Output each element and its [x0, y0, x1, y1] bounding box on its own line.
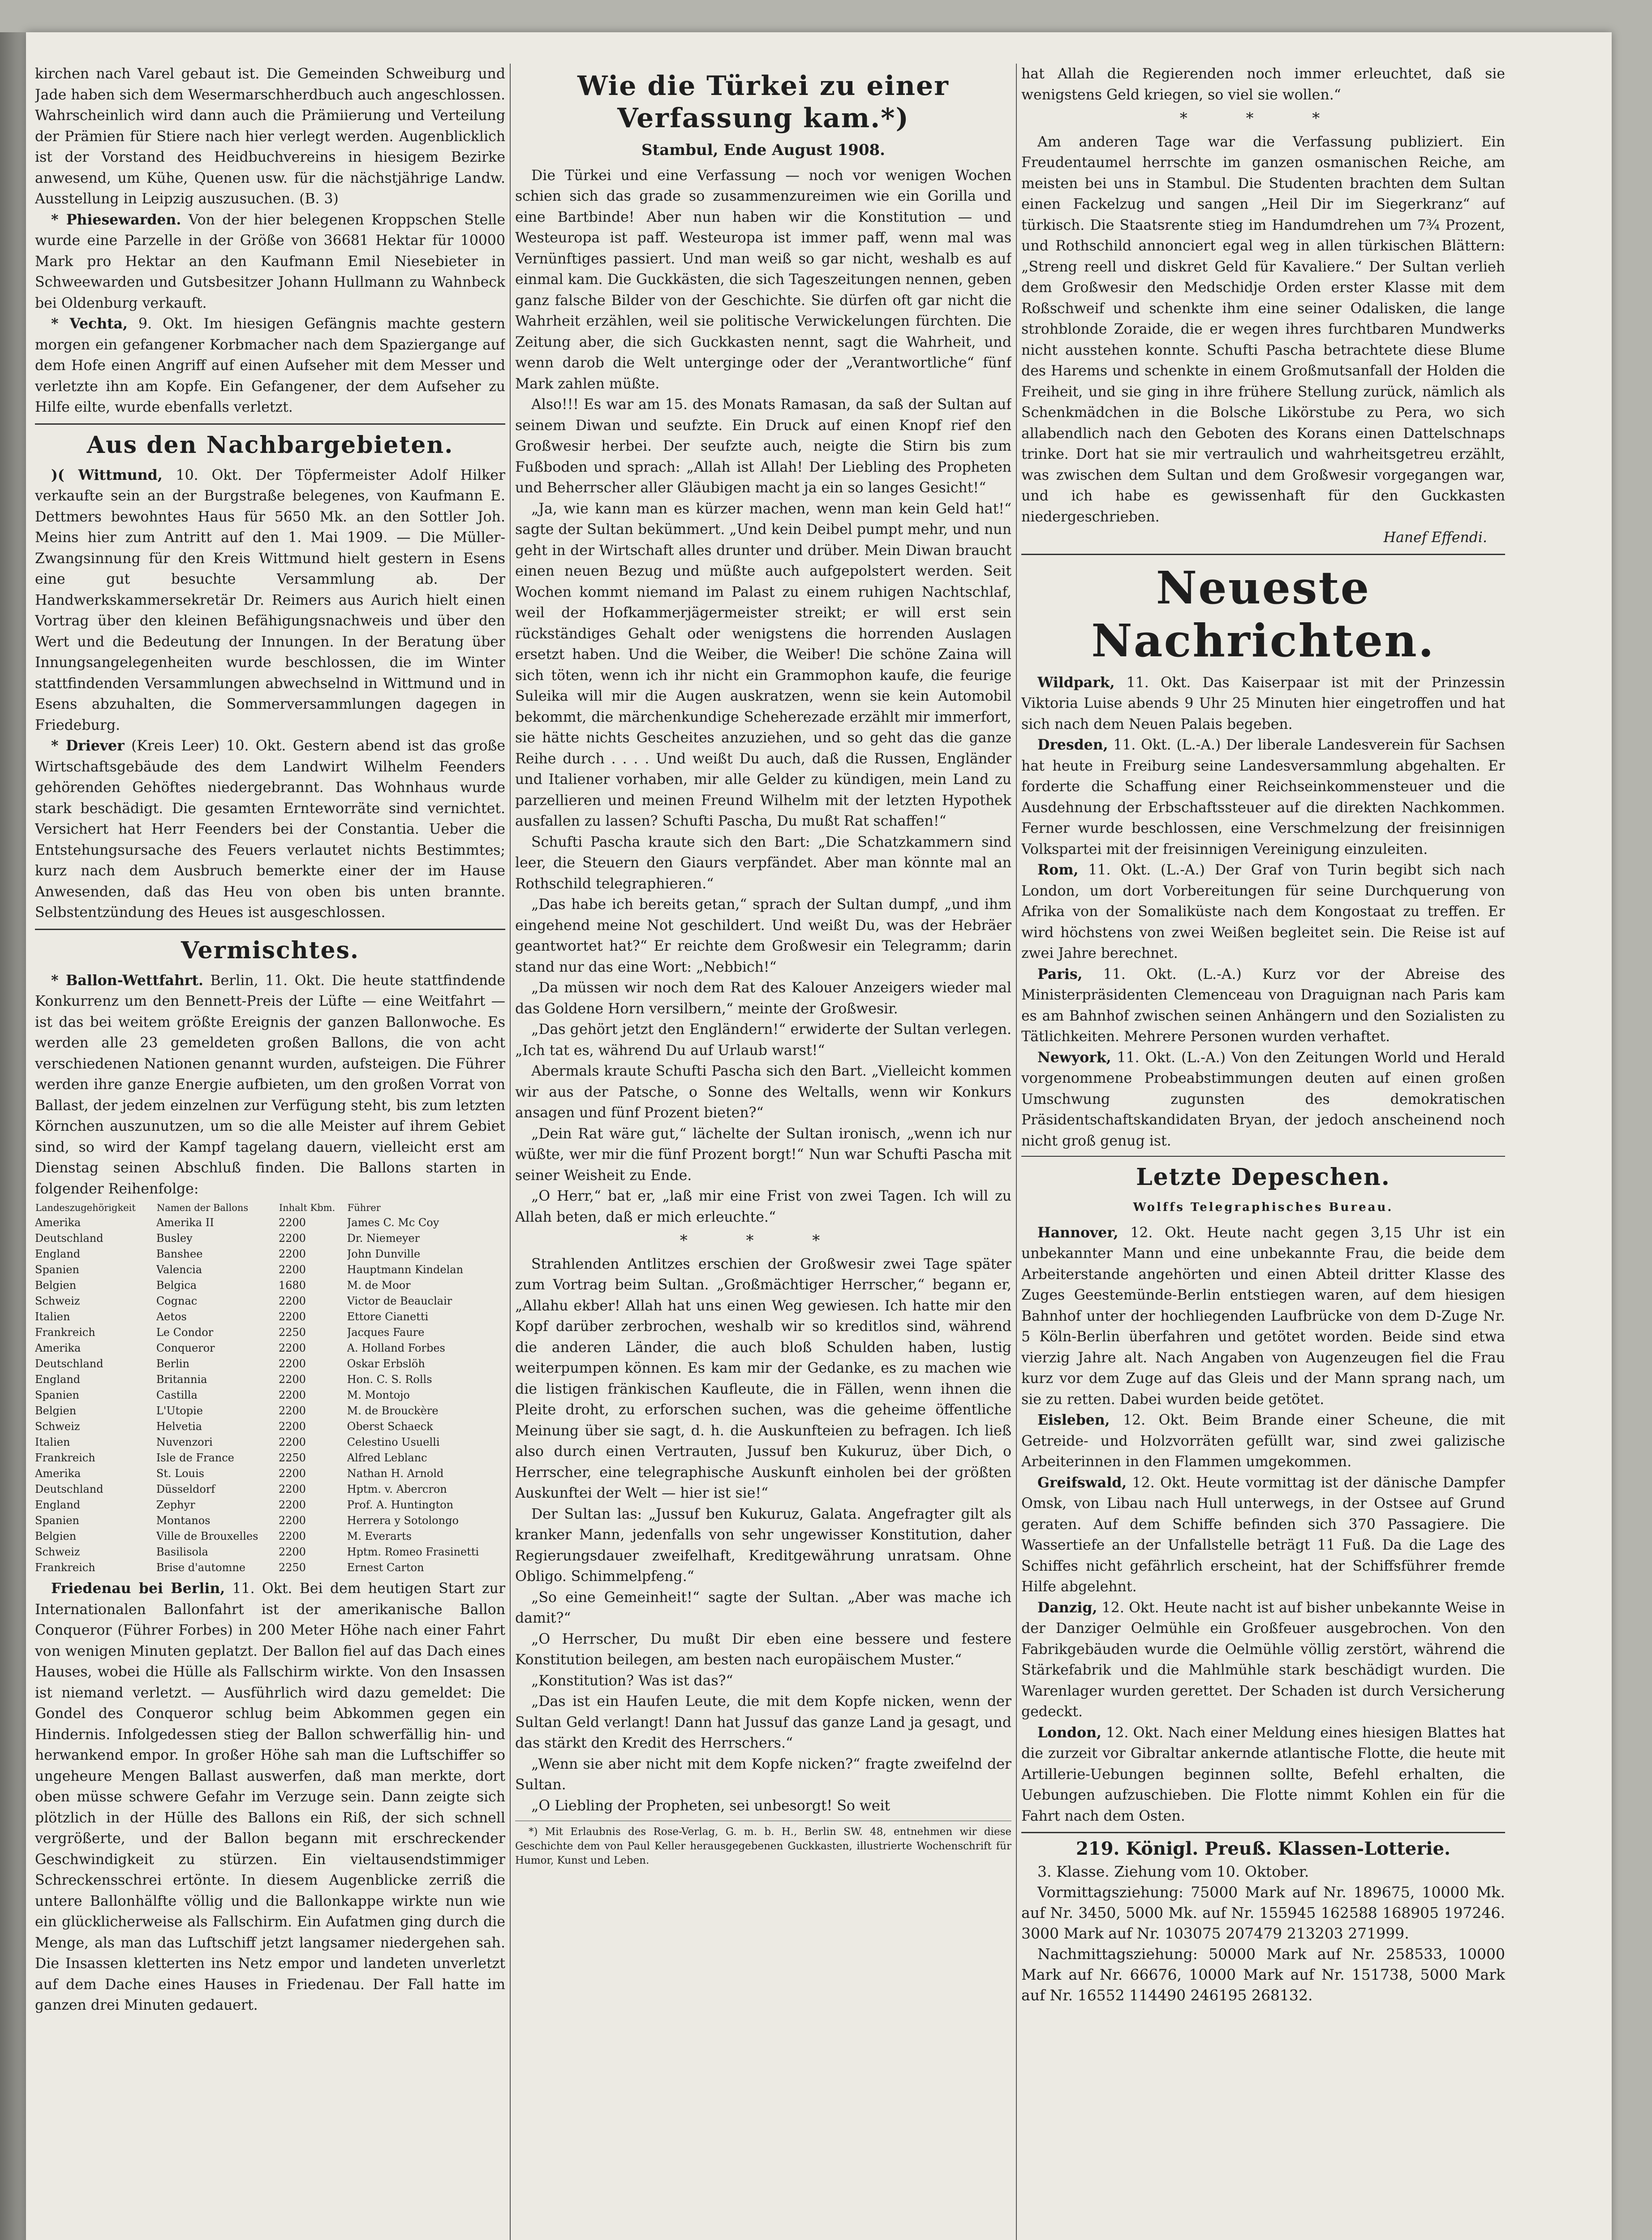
table-cell: Victor de Beauclair — [347, 1295, 452, 1307]
article-title: * Ballon-Wettfahrt. — [51, 972, 203, 989]
table-cell: Britannia — [156, 1373, 207, 1386]
table-cell: Amerika — [35, 1216, 81, 1229]
table-cell: James C. Mc Coy — [347, 1216, 439, 1229]
table-cell: Amerika — [35, 1342, 81, 1354]
table-header: Landeszugehörigkeit — [35, 1202, 136, 1213]
table-cell: M. Montojo — [347, 1389, 410, 1401]
table-cell: Zephyr — [156, 1499, 195, 1511]
table-cell: Amerika — [35, 1467, 81, 1480]
lottery-afternoon-draw: Nachmittagsziehung: 50000 Mark auf Nr. 258533, 10000 Mark auf Nr. 66676, 10000 Mark auf Nr. 151738, 5000 Mark auf Nr. 16552 114490 246195 268132. — [1021, 1945, 1505, 2004]
table-cell: Schweiz — [35, 1420, 80, 1433]
table-cell: Spanien — [35, 1514, 79, 1527]
table-cell: Cognac — [156, 1295, 198, 1307]
place-name: * Driever — [51, 737, 125, 754]
table-cell: M. de Brouckère — [347, 1404, 439, 1417]
table-row — [35, 1262, 505, 1278]
table-cell: Oskar Erbslöh — [347, 1357, 425, 1370]
section-heading: Vermischtes. — [181, 936, 360, 964]
section-divider — [1021, 1156, 1505, 1157]
article-text — [35, 210, 505, 314]
table-cell: A. Holland Forbes — [347, 1342, 445, 1354]
article-body — [515, 165, 1011, 1228]
article-text — [35, 736, 505, 923]
table-cell: 2200 — [278, 1546, 306, 1558]
table-cell: Brise d'automne — [156, 1561, 245, 1574]
news-list — [1021, 672, 1505, 1152]
table-cell: Banshee — [156, 1248, 203, 1260]
place-name: * Vechta, — [51, 315, 128, 332]
article-headline: Wie die Türkei zu einer Verfassung kam.*) — [577, 70, 949, 134]
table-cell: Conqueror — [156, 1342, 215, 1354]
lottery-title: 219. Königl. Preuß. Klassen-Lotterie. — [1076, 1838, 1451, 1859]
article-paragraph: „O Herr,“ bat er, „laß mir eine Frist von zwei Tagen. Ich will zu Allah beten, daß er mich erleuchte.“ — [515, 1188, 1011, 1225]
table-cell: Alfred Leblanc — [347, 1452, 427, 1464]
table-row — [35, 1293, 505, 1309]
news-text: 11. Okt. Das Kaiserpaar ist mit der Prinzessin Viktoria Luise abends 9 Uhr 25 Minuten hier eingetroffen und hat sich nach dem Neuen Palais begeben. — [1021, 674, 1505, 732]
lottery-class: 3. Klasse. Ziehung vom 10. Oktober. — [1037, 1862, 1309, 1880]
table-cell: 2200 — [278, 1373, 306, 1386]
article-text: hat Allah die Regierenden noch immer erleuchtet, daß sie wenigstens Geld kriegen, so viel sie wollen.“ — [1021, 66, 1505, 103]
table-cell: Jacques Faure — [347, 1326, 425, 1339]
section-heading: Neueste Nachrichten. — [1091, 561, 1435, 667]
place-name: London, — [1037, 1724, 1101, 1741]
table-cell: Valencia — [156, 1263, 202, 1276]
article-paragraph: „Das habe ich bereits getan,“ sprach der Sultan dumpf, „und ihm eingehend meine Not geschildert. Und weißt Du, was der Hebräer geantwortet hat?“ Er reichte dem Großwesir ein Telegramm; darin stand nur das eine Wort: „Nebbich!“ — [515, 896, 1011, 975]
article-text — [35, 1578, 505, 2016]
table-row — [35, 1387, 505, 1403]
table-cell: Ernest Carton — [347, 1561, 424, 1574]
table-cell: M. Everarts — [347, 1530, 412, 1542]
table-row — [35, 1482, 505, 1497]
column-left — [35, 64, 505, 2240]
table-cell: 2200 — [278, 1404, 306, 1417]
section-heading: Aus den Nachbargebieten. — [86, 431, 454, 459]
table-header: Namen der Ballons — [156, 1202, 249, 1213]
article-paragraph: Strahlenden Antlitzes erschien der Großwesir zwei Tage später zum Vortrag beim Sultan. „Großmächtiger Herrscher,“ begann er, „Allahu ekber! Allah hat uns einen Weg gewiesen. Ich hatte mir den Kopf darüber zerbrochen, weshalb wir so kreditlos sind, während die anderen Länder, die auch bloß Schulden haben, lustig weiterpumpen können. Es kam mir der Gedanke, es zu machen wie die listigen fränkischen Kaufleute, die in Fällen, wenn ihnen die Pleite droht, zu erforschen suchen, was die geheime öffentliche Meinung über sie sagt, d. h. die Auskunfteien zu befragen. Ich ließ also durch einen Vertrauten, Jussuf ben Kukuruz, über Dich, o Herrscher, eine telegraphische Auskunft einholen bei der größten Auskunftei der Welt — hier ist sie!“ — [515, 1256, 1011, 1501]
table-cell: Schweiz — [35, 1295, 80, 1307]
section-heading: Letzte Depeschen. — [1136, 1163, 1390, 1191]
table-row — [35, 1529, 505, 1544]
table-cell: 2200 — [278, 1420, 306, 1433]
table-cell: Düsseldorf — [156, 1483, 215, 1495]
table-cell: Oberst Schaeck — [347, 1420, 433, 1433]
balloon-table — [35, 1202, 505, 1576]
table-cell: Ettore Cianetti — [347, 1310, 429, 1323]
article-paragraph: „Das ist ein Haufen Leute, die mit dem Kopfe nicken, wenn der Sultan Geld verlangt! Dann hat Jussuf das ganze Land ja gesagt, und das stärkt den Kredit des Herrschers.“ — [515, 1693, 1011, 1751]
table-cell: Ville de Brouxelles — [156, 1530, 258, 1542]
article-paragraph: „Das gehört jetzt den Engländern!“ erwiderte der Sultan verlegen. „Ich tat es, während Du auf Urlaub warst!“ — [515, 1021, 1011, 1059]
table-cell: Frankreich — [35, 1561, 95, 1574]
article-text: Am anderen Tage war die Verfassung publiziert. Ein Freudentaumel herrschte im ganzen osmanischen Reiche, am meisten bei uns in Stambul. Die Studenten brachten dem Sultan einen Fackelzug und sangen „Heil Dir im Siegerkranz“ auf türkisch. Die Staatsrente stieg im Handumdrehen um 7¾ Prozent, und Rothschild annonciert egal weg in allen türkischen Blättern: „Streng reell und diskret Geld für Kavaliere.“ Der Sultan verlieh dem Großwesir den Medschidje Orden erster Klasse mit dem Roßschweif und schenkte ihm eine seiner Odalisken, die lange strohblonde Zoraide, die er wegen ihres furchtbaren Mundwerks nicht ausstehen konnte. Schufti Pascha betrachtete diese Blume des Harems und schenkte in einem Großmutsanfall der Holden die Freiheit, und sie ging in ihre frühere Stellung zurück, nämlich als Schenkmädchen in die Bolsche Likörstube zu Pera, wo sich allabendlich nach den Geboten des Korans einen Dattelschnaps trinke. Dort hat sie mir vertraulich und wahrheitsgetreu erzählt, was zwischen dem Sultan und dem Großwesir vorgegangen war, und ich habe es gewissenhaft für den Guckkasten niedergeschrieben. — [1021, 134, 1505, 525]
news-item — [1021, 672, 1505, 735]
section-stars: * * * — [680, 1232, 847, 1249]
table-cell: 2250 — [278, 1326, 306, 1339]
newspaper-page — [26, 32, 1612, 2240]
table-cell: John Dunville — [347, 1248, 421, 1260]
place-name: Dresden, — [1037, 737, 1108, 753]
table-cell: L'Utopie — [156, 1404, 203, 1417]
article-body: 11. Okt. Bei dem heutigen Start zur Internationalen Ballonfahrt ist der amerikanische Ballon Conqueror (Führer Forbes) in 200 Meter Höhe nach einer Fahrt von wenigen Minuten geplatzt. Der Ballon fiel auf das Dach eines Hauses, wobei die Hülle als Fallschirm wirkte. Von den Insassen ist niemand verletzt. — Ausführlich wird dazu gemeldet: Die Gondel des Conqueror schlug beim Abkommen gegen ein Hindernis. Infolgedessen stieg der Ballon schwerfällig hin- und herwankend empor. In großer Höhe sah man die Luftschiffer so ungeheure Mengen Ballast auswerfen, daß man merkte, dort oben müsse schwere Gefahr im Verzuge sein. Dann zeigte sich plötzlich in der Hülle des Ballons ein Riß, der sich schnell vergrößerte, und der Ballon begann mit erschreckender Geschwindigkeit zu stürzen. Ein vieltausendstimmiger Schreckensschrei ertönte. In diesem Augenblicke zerriß die untere Ballonhälfte völlig und die Ballonkappe wirkte nun wie ein glücklicherweise als Fallschirm. Ein Aufatmen ging durch die Menge, als man das Luftschiff jetzt langsamer niedergehen sah. Die Insassen kletterten ins Netz empor und landeten unverletzt auf dem Dache eines Hauses in Friedenau. Der Fall hatte im ganzen drei Minuten gedauert. — [35, 1581, 505, 2013]
table-cell: 2200 — [278, 1248, 306, 1260]
article-paragraph: Abermals kraute Schufti Pascha sich den Bart. „Vielleicht kommen wir aus der Patsche, o Sonne des Weltalls, wenn wir Konkurs ansagen und fünf Prozent bieten?“ — [515, 1063, 1011, 1121]
article-paragraph: „O Liebling der Propheten, sei unbesorgt! So weit — [531, 1797, 891, 1814]
place-name: Friedenau bei Berlin, — [51, 1580, 225, 1597]
table-cell: Celestino Usuelli — [347, 1436, 440, 1448]
table-cell: Dr. Niemeyer — [347, 1232, 420, 1245]
table-row — [35, 1560, 505, 1576]
news-item — [1021, 964, 1505, 1047]
article-text — [35, 314, 505, 418]
place-name: )( Wittmund, — [51, 466, 163, 483]
dispatch-list — [1021, 1223, 1505, 1827]
table-row — [35, 1403, 505, 1419]
table-cell: Italien — [35, 1436, 70, 1448]
table-cell: Frankreich — [35, 1326, 95, 1339]
article-body: Von der hier belegenen Kroppschen Stelle wurde eine Parzelle in der Größe von 36681 Hektar für 10000 Mark pro Hektar an den Kaufmann Emil Niesebieter in Schweewarden und Gutsbesitzer Johann Hullmann zu Wahnbeck bei Oldenburg verkauft. — [35, 211, 505, 311]
news-item — [1021, 1047, 1505, 1152]
table-cell: 2200 — [278, 1310, 306, 1323]
lottery-morning-draw: Vormittagsziehung: 75000 Mark auf Nr. 189675, 10000 Mk. auf Nr. 3450, 5000 Mk. auf Nr. 155945 162588 168905 197246. 3000 Mark auf Nr. 103075 207479 213203 271999. — [1021, 1883, 1505, 1942]
table-cell: Berlin — [156, 1357, 189, 1370]
dateline: Stambul, Ende August 1908. — [641, 141, 885, 159]
table-cell: Busley — [156, 1232, 193, 1245]
table-row — [35, 1278, 505, 1293]
article-body: Berlin, 11. Okt. Die heute stattfindende Konkurrenz um den Bennett-Preis der Lüfte — eine Weitfahrt — ist das bei weitem größte Ereignis der ganzen Ballonwoche. Es werden alle 23 gemeldeten großen Ballons, die von acht verschiedenen Nationen genannt wurden, aufsteigen. Die Führer werden ihre ganze Energie aufbieten, um den großen Vorrat von Ballast, der jedem einzelnen zur Verfügung steht, bis zum letzten Körnchen auszunutzen, um so die alle Meister auf ihrem Gebiet sind, so wird der Kampf tagelang dauern, vielleicht erst am Dienstag seinen Abschluß finden. Die Ballons starten in folgender Reihenfolge: — [35, 972, 505, 1197]
table-header: Führer — [347, 1202, 381, 1213]
table-cell: Belgica — [156, 1279, 197, 1292]
table-cell: 2250 — [278, 1561, 306, 1574]
section-divider — [35, 929, 505, 930]
article-paragraph: Der Sultan las: „Jussuf ben Kukuruz, Galata. Angefragter gilt als kranker Mann, jedenfalls von sehr ungewisser Konstitution, daher Regierungsdauer zweifelhaft, Kreditgewährung unratsam. Ohne Obligo. Schimmelpfeng.“ — [515, 1506, 1011, 1585]
table-cell: Nathan H. Arnold — [347, 1467, 444, 1480]
table-header: Inhalt Kbm. — [279, 1202, 336, 1213]
table-cell: 2200 — [278, 1467, 306, 1480]
table-cell: Helvetia — [156, 1420, 202, 1433]
table-row — [35, 1309, 505, 1325]
table-cell: Amerika II — [156, 1216, 214, 1229]
article-body: (Kreis Leer) 10. Okt. Gestern abend ist das große Wirtschaftsgebäude des dem Landwirt Wilhelm Feenders gehörenden Gehöftes niedergebrannt. Das Wohnhaus wurde stark beschädigt. Die gesamten Ernteworräte sind vernichtet. Versichert hat Herr Feenders bei der Constantia. Ueber die Entstehungsursache des Feuers verlautet nichts Bestimmtes; kurz nach dem Ausbruch bemerkte einer der im Hause Anwesenden, daß das Heu von oben bis unten brannte. Selbstentzündung des Heues ist ausgeschlossen. — [35, 738, 505, 921]
article-body: 10. Okt. Der Töpfermeister Adolf Hilker verkaufte sein an der Burgstraße belegenes, von Kaufmann E. Dettmers bewohntes Haus für 5650 Mk. an den Sottler Joh. Meins hier zum Antritt auf den 1. Mai 1909. — Die Müller-Zwangsinnung für den Kreis Wittmund hielt gestern in Esens eine gut besuchte Versammlung ab. Der Handwerkskammersekretär Dr. Reimers aus Aurich hielt einen Vortrag über den kleinen Befähigungsnachweis und über den Wert und die Bedeutung der Innungen. In der Beratung über Innungsangelegenheiten wurde beschlossen, die im Winter stattfindenden Versammlungen abwechselnd in Wittmund und in Esens abzuhalten, die Sommerversammlungen dagegen in Friedeburg. — [35, 467, 505, 733]
article-text: kirchen nach Varel gebaut ist. Die Gemeinden Schweiburg und Jade haben sich dem Wesermarschherdbuch auch angeschlossen. Wahrscheinlich wird dann auch die Prämiierung und Verteilung der Prämien für Stiere nach hier verlegt werden. Augenblicklich ist der Vorstand des Heidbuchvereins in hiesigem Bezirke anwesend, um Kühe, Quenen usw. für die nächstjährige Landw. Ausstellung in Leipzig auszusuchen. (B. 3) — [35, 66, 505, 207]
table-cell: Hptm. Romeo Frasinetti — [347, 1546, 479, 1558]
table-cell: Hon. C. S. Rolls — [347, 1373, 432, 1386]
table-row — [35, 1215, 505, 1231]
article-paragraph: „Ja, wie kann man es kürzer machen, wenn man kein Geld hat!“ sagte der Sultan bekümmert. „Und kein Deibel pumpt mehr, und nun geht in der Wirtschaft alles drunter und drüber. Mein Diwan braucht einen neuen Bezug und müßte auch aufgepolstert werden. Seit Wochen kommt niemand im Palast zu einem ruhigen Nachtschlaf, weil der Hofkammerjägermeister streikt; er will erst sein rückständiges Gehalt oder wenigstens die horrenden Auslagen ersetzt haben. Und die Weiber, die Weiber! Die schöne Zaina will sich töten, wenn ich ihr nicht ein Grammophon kaufe, die feurige Suleika will mir die Augen auskratzen, wenn sie kein Automobil bekommt, die märchenkundige Scheherezade erzählt mir immerfort, sie hätte nichts Gescheites anzuziehen, und so geht das die ganze Reihe durch . . . . Und weißt Du auch, daß die Russen, Engländer und Italiener vorhaben, mir alle Gelder zu kündigen, mein Land zu parzellieren und meinen Freund Wilhelm mit der letzten Hypothek ausfallen zu lassen? Schufti Pascha, Du mußt Rat schaffen!“ — [515, 500, 1011, 829]
table-cell: Deutschland — [35, 1483, 103, 1495]
table-cell: Schweiz — [35, 1546, 80, 1558]
table-cell: 2200 — [278, 1436, 306, 1448]
table-cell: St. Louis — [156, 1467, 204, 1480]
place-name: Wildpark, — [1037, 674, 1115, 691]
table-row — [35, 1372, 505, 1387]
table-cell: 2200 — [278, 1216, 306, 1229]
article-body: 9. Okt. Im hiesigen Gefängnis machte gestern morgen ein gefangener Korbmacher nach dem Spaziergange auf dem Hofe einen Angriff auf einen Aufseher mit dem Messer und verletzte ihn am Kopfe. Ein Gefangener, der dem Aufseher zu Hilfe eilte, wurde ebenfalls verletzt. — [35, 316, 505, 415]
table-cell: Hptm. v. Abercron — [347, 1483, 447, 1495]
table-row — [35, 1231, 505, 1246]
table-row — [35, 1497, 505, 1513]
table-cell: Castilla — [156, 1389, 198, 1401]
place-name: Hannover, — [1037, 1224, 1119, 1241]
table-cell: Spanien — [35, 1389, 79, 1401]
table-row — [35, 1356, 505, 1372]
table-cell: 2200 — [278, 1530, 306, 1542]
column-rule — [1016, 64, 1017, 2240]
news-item — [1021, 1598, 1505, 1723]
news-text: 12. Okt. Heute nacht gegen 3,15 Uhr ist ein unbekannter Mann und eine unbekannte Frau, die beide dem Arbeiterstande angehörten und einen Abteil dritter Klasse des Zuges Geestemünde-Berlin entstiegen waren, auf dem hiesigen Bahnhof unter der hochliegenden Laufbrücke von dem D-Zuge Nr. 5 Köln-Berlin überfahren und getötet worden. Beide sind etwa vierzig Jahre alt. Nach Angaben von Augenzeugen fiel die Frau kurz vor dem Zuge auf das Gleis und der Mann sprang nach, um sie zu retten. Dabei wurden beide getötet. — [1021, 1224, 1505, 1408]
footnote: *) Mit Erlaubnis des Rose-Verlag, G. m. b. H., Berlin SW. 48, entnehmen wir diese Geschichte dem von Paul Keller herausgegebenen Guckkasten, illustrierte Wochenschrift für Humor, Kunst und Leben. — [515, 1821, 1011, 1868]
table-cell: 2200 — [278, 1232, 306, 1245]
place-name: Newyork, — [1037, 1049, 1111, 1066]
table-row — [35, 1466, 505, 1482]
article-paragraph: Schufti Pascha kraute sich den Bart: „Die Schatzkammern sind leer, die Steuern den Giaurs verpfändet. Aber man könnte mal an Rothschild telegraphieren.“ — [515, 834, 1011, 892]
table-cell: 2200 — [278, 1499, 306, 1511]
table-cell: Belgien — [35, 1404, 77, 1417]
section-divider — [1021, 1832, 1505, 1833]
article-paragraph: „So eine Gemeinheit!“ sagte der Sultan. „Aber was mache ich damit?“ — [515, 1589, 1011, 1626]
news-text: 11. Okt. (L.-A.) Der Graf von Turin begibt sich nach London, um dort Vorbereitungen für seine Durchquerung von Afrika von der Somaliküste nach dem Kongostaat zu treffen. Er wird höchstens von zwei Weißen begleitet sein. Die Reise ist auf zwei Jahre berechnet. — [1021, 862, 1505, 961]
section-stars: * * * — [1179, 109, 1347, 127]
news-item — [1021, 1723, 1505, 1827]
table-row — [35, 1419, 505, 1434]
table-cell: 2200 — [278, 1389, 306, 1401]
news-item — [1021, 1223, 1505, 1410]
agency-name: Wolffs Telegraphisches Bureau. — [1133, 1201, 1394, 1214]
news-text: 12. Okt. Nach einer Meldung eines hiesigen Blattes hat die zurzeit vor Gibraltar ankernde atlantische Flotte, die heute mit Artillerie-Uebungen beginnen sollte, Befehl erhalten, die Uebungen aufzuschieben. Die Flotte nimmt Kohlen ein für die Fahrt nach dem Osten. — [1021, 1724, 1505, 1824]
article-paragraph: Also!!! Es war am 15. des Monats Ramasan, da saß der Sultan auf seinem Diwan und seufzte. Ein Druck auf einen Knopf rief den Großwesir herbei. Der seufzte auch, neigte die Stirn bis zum Fußboden und sprach: „Allah ist Allah! Der Liebling des Propheten und Beherrscher aller Gläubigen macht ja ein so langes Gesicht!“ — [515, 396, 1011, 496]
table-cell: Spanien — [35, 1263, 79, 1276]
book-binding-edge — [0, 32, 26, 2240]
table-cell: Isle de France — [156, 1452, 234, 1464]
table-cell: England — [35, 1248, 81, 1260]
table-cell: Deutschland — [35, 1357, 103, 1370]
section-divider — [35, 423, 505, 425]
table-cell: 2250 — [278, 1452, 306, 1464]
article-paragraph: Die Türkei und eine Verfassung — noch vor wenigen Wochen schien sich das grade so zusammenzureimen wie ein Gorilla und eine Bartbinde! Aber nun haben wir die Konstitution — und Westeuropa ist paff. Westeuropa ist immer paff, wenn mal was Vernünftiges passiert. Und man weiß so gar nicht, weshalb es auf einmal kam. Die Guckkästen, die sich Tageszeitungen nennen, geben ganz falsche Bilder von der Geschichte. Sie dürfen oft gar nicht die Wahrheit erzählen, weil sie politische Verwickelungen fürchten. Die Zeitung aber, die sich Guckkasten nennt, sagt die Wahrheit, und wenn darob die Welt untergingе oder der „Verantwortliche“ fünf Mark zahlen müßte. — [515, 167, 1011, 392]
table-row — [35, 1246, 505, 1262]
place-name: Greifswald, — [1037, 1474, 1127, 1491]
table-cell: Le Condor — [156, 1326, 214, 1339]
news-text: 12. Okt. Heute nacht ist auf bisher unbekannte Weise in der Danziger Oelmühle ein Großfeuer ausgebrochen. Von den Fabrikgebäuden wurde die Oelmühle völlig zerstört, während die Stärkefabrik und die Mahlmühle stark beschädigt wurden. Die Warenlager wurden gerettet. Der Schaden ist durch Versicherung gedeckt. — [1021, 1599, 1505, 1720]
article-paragraph: „Konstitution? Was ist das?“ — [531, 1672, 733, 1689]
column-rule — [510, 64, 511, 2240]
table-cell: 1680 — [278, 1279, 306, 1292]
table-cell: Prof. A. Huntington — [347, 1499, 454, 1511]
column-middle — [515, 64, 1011, 2240]
table-cell: Frankreich — [35, 1452, 95, 1464]
place-name: Eisleben, — [1037, 1412, 1110, 1428]
news-item — [1021, 1473, 1505, 1598]
article-paragraph: „Da müssen wir noch dem Rat des Kalouer Anzeigers wieder mal das Goldene Horn versilbern,“ meinte der Großwesir. — [515, 980, 1011, 1017]
place-name: Paris, — [1037, 965, 1083, 982]
column-right — [1021, 64, 1505, 2240]
table-cell: Italien — [35, 1310, 70, 1323]
table-row — [35, 1325, 505, 1340]
table-cell: Nuvenzori — [156, 1436, 213, 1448]
place-name: Rom, — [1037, 862, 1079, 878]
table-cell: M. de Moor — [347, 1279, 411, 1292]
news-text: 12. Okt. Beim Brande einer Scheune, die mit Getreide- und Holzvorräten gefüllt war, sind zwei galizische Arbeiterinnen in den Flammen umgekommen. — [1021, 1412, 1505, 1470]
article-body — [515, 1254, 1011, 1817]
table-row — [35, 1544, 505, 1560]
table-row — [35, 1513, 505, 1529]
article-paragraph: „O Herrscher, Du mußt Dir eben eine bessere und festere Konstitution beilegen, am besten nach europäischem Muster.“ — [515, 1631, 1011, 1668]
table-cell: 2200 — [278, 1263, 306, 1276]
news-text: 12. Okt. Heute vormittag ist der dänische Dampfer Omsk, von Libau nach Hull unterwegs, in der Ostsee auf Grund geraten. Auf dem Schiffe befinden sich 370 Passagiere. Die Wassertiefe an der Unfallstelle beträgt 11 Fuß. Da die Lage des Schiffes nicht gefährlich erscheint, hat der Schiffsführer fremde Hilfe abgelehnt. — [1021, 1474, 1505, 1595]
table-row — [35, 1434, 505, 1450]
article-paragraph: „Wenn sie aber nicht mit dem Kopfe nicken?“ fragte zweifelnd der Sultan. — [515, 1756, 1011, 1793]
news-item — [1021, 735, 1505, 860]
table-row — [35, 1450, 505, 1466]
table-cell: England — [35, 1499, 81, 1511]
table-cell: Herrera y Sotolongo — [347, 1514, 459, 1527]
table-cell: Hauptmann Kindelan — [347, 1263, 464, 1276]
table-cell: Basilisola — [156, 1546, 208, 1558]
news-text: 11. Okt. (L.-A.) Von den Zeitungen World und Herald vorgenommene Probeabstimmungen deuten auf einen großen Umschwung zugunsten des demokratischen Präsidentschaftskandidaten Bryan, der jedoch anscheinend noch nicht groß genug ist. — [1021, 1049, 1505, 1149]
article-paragraph: „Dein Rat wäre gut,“ lächelte der Sultan ironisch, „wenn ich nur wüßte, wer mir die fünf Prozent borgt!“ Nun war Schufti Pascha mit seiner Weisheit zu Ende. — [515, 1125, 1011, 1184]
section-divider — [1021, 554, 1505, 555]
news-text: 11. Okt. (L.-A.) Der liberale Landesverein für Sachsen hat heute in Freiburg seine Landesversammlung abgehalten. Er forderte die Schaffung einer Reichseinkommensteuer und die Ausdehnung der Erbschaftssteuer auf die direkten Nachkommen. Ferner wurde beschlossen, eine Verschmelzung der freisinnigen Volkspartei mit der freisinnigen Vereinigung einzuleiten. — [1021, 737, 1505, 857]
author-signature: Hanef Effendi. — [1383, 530, 1487, 546]
table-cell: Belgien — [35, 1530, 77, 1542]
table-cell: 2200 — [278, 1357, 306, 1370]
table-cell: Belgien — [35, 1279, 77, 1292]
place-name: Danzig, — [1037, 1599, 1097, 1616]
table-cell: Deutschland — [35, 1232, 103, 1245]
table-row — [35, 1340, 505, 1356]
news-item — [1021, 1410, 1505, 1473]
article-text — [35, 465, 505, 736]
table-cell: 2200 — [278, 1483, 306, 1495]
article-text — [35, 970, 505, 1200]
table-cell: England — [35, 1373, 81, 1386]
table-cell: Montanos — [156, 1514, 211, 1527]
news-text: 11. Okt. (L.-A.) Kurz vor der Abreise des Ministerpräsidenten Clemenceau von Draguignan nach Paris kam es am Bahnhof zwischen seinen Anhängern und den Sozialisten zu Tätlichkeiten. Mehrere Personen wurden verhaftet. — [1021, 966, 1505, 1045]
table-cell: 2200 — [278, 1342, 306, 1354]
table-cell: Aetos — [156, 1310, 187, 1323]
table-cell: 2200 — [278, 1295, 306, 1307]
news-item — [1021, 860, 1505, 964]
place-name: * Phiesewarden. — [51, 211, 181, 228]
table-cell: 2200 — [278, 1514, 306, 1527]
